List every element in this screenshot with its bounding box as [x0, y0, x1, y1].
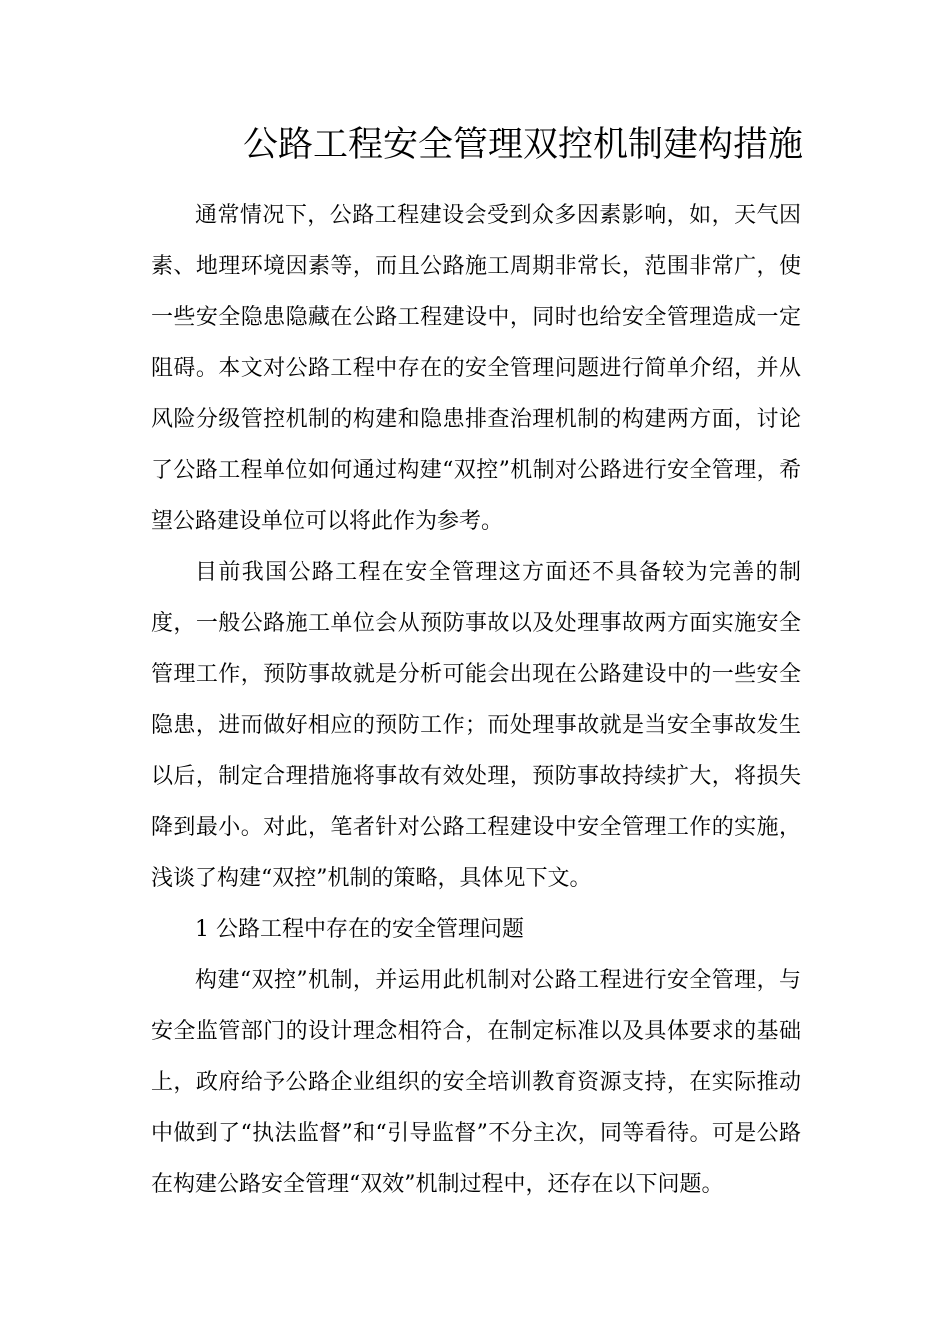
paragraph-intro: 通常情况下，公路工程建设会受到众多因素影响，如，天气因素、地理环境因素等，而且公路施工周期非常长，范围非常广，使一些安全隐患隐藏在公路工程建设中，同时也给安全管理造成一定阻碍。本文对公路工程中存在的安全管理问题进行简单介绍，并从风险分级管控机制的构建和隐患排查治理机制的构建两方面，讨论了公路工程单位如何通过构建“双控”机制对公路进行安全管理，希望公路建设单位可以将此作为参考。 [151, 203, 801, 534]
paragraph-background: 目前我国公路工程在安全管理这方面还不具备较为完善的制度，一般公路施工单位会从预防事故以及处理事故两方面实施安全管理工作，预防事故就是分析可能会出现在公路建设中的一些安全隐患，进而做好相应的预防工作；而处理事故就是当安全事故发生以后，制定合理措施将事故有效处理，预防事故持续扩大，将损失降到最小。对此，笔者针对公路工程建设中安全管理工作的实施，浅谈了构建“双控”机制的策略，具体见下文。 [151, 560, 801, 891]
document-body [151, 190, 801, 1210]
document-title: 公路工程安全管理双控机制建构措施 [243, 125, 804, 165]
section-heading: 1 公路工程中存在的安全管理问题 [195, 917, 524, 942]
paragraph-section-1: 构建“双控”机制，并运用此机制对公路工程进行安全管理，与安全监管部门的设计理念相符合，在制定标准以及具体要求的基础上，政府给予公路企业组织的安全培训教育资源支持，在实际推动中做到了“执法监督”和“引导监督”不分主次，同等看待。可是公路在构建公路安全管理“双效”机制过程中，还存在以下问题。 [151, 968, 801, 1197]
